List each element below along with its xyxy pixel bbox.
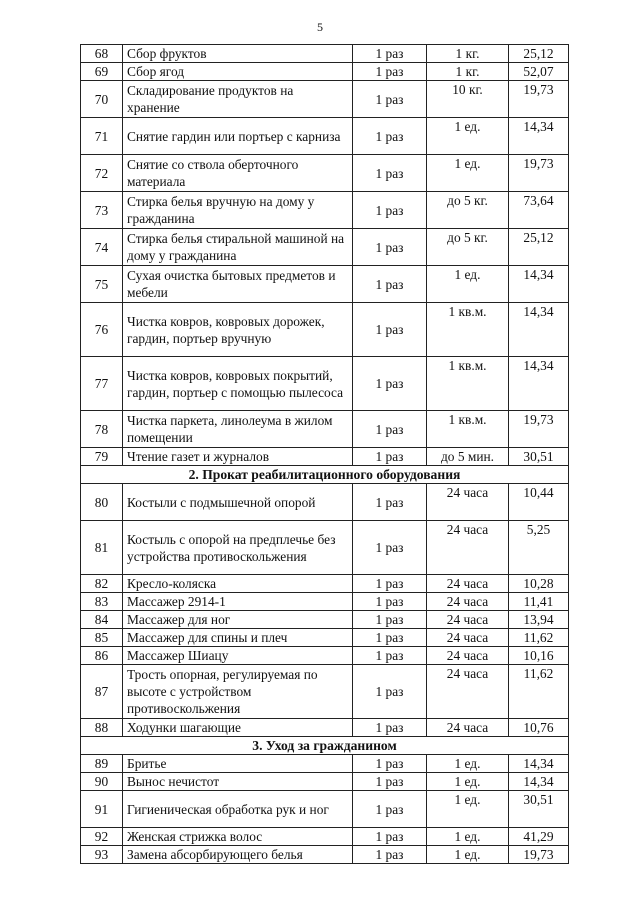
service-frequency: 1 раз (353, 647, 427, 665)
table-row (81, 719, 569, 737)
service-price: 14,34 (509, 755, 569, 773)
row-number: 82 (81, 575, 123, 593)
service-frequency: 1 раз (353, 192, 427, 229)
service-name: Стирка белья стиральной машиной на дому у гражданина (123, 229, 353, 266)
service-price: 41,29 (509, 828, 569, 846)
service-unit: 1 ед. (427, 118, 509, 155)
row-number: 74 (81, 229, 123, 266)
service-frequency: 1 раз (353, 791, 427, 828)
service-price: 73,64 (509, 192, 569, 229)
table-row (81, 846, 569, 864)
service-name: Массажер для ног (123, 611, 353, 629)
row-number: 83 (81, 593, 123, 611)
service-frequency: 1 раз (353, 63, 427, 81)
section-title: 3. Уход за гражданином (81, 737, 569, 755)
service-unit: 24 часа (427, 575, 509, 593)
table-row (81, 411, 569, 448)
service-price: 25,12 (509, 45, 569, 63)
service-name: Массажер для спины и плеч (123, 629, 353, 647)
table-row (81, 521, 569, 575)
service-unit: 1 ед. (427, 773, 509, 791)
service-unit: 24 часа (427, 665, 509, 719)
table-row (81, 229, 569, 266)
service-frequency: 1 раз (353, 846, 427, 864)
row-number: 80 (81, 484, 123, 521)
service-unit: 1 ед. (427, 755, 509, 773)
row-number: 78 (81, 411, 123, 448)
service-unit: 24 часа (427, 629, 509, 647)
table-row (81, 791, 569, 828)
service-unit: 24 часа (427, 611, 509, 629)
table-row (81, 448, 569, 466)
table-row (81, 155, 569, 192)
row-number: 91 (81, 791, 123, 828)
service-unit: 1 кг. (427, 63, 509, 81)
row-number: 84 (81, 611, 123, 629)
service-name: Сухая очистка бытовых предметов и мебели (123, 266, 353, 303)
service-frequency: 1 раз (353, 593, 427, 611)
table-row (81, 773, 569, 791)
table-row (81, 45, 569, 63)
service-price: 19,73 (509, 155, 569, 192)
row-number: 68 (81, 45, 123, 63)
row-number: 89 (81, 755, 123, 773)
service-frequency: 1 раз (353, 521, 427, 575)
row-number: 70 (81, 81, 123, 118)
table-row (81, 63, 569, 81)
service-name: Вынос нечистот (123, 773, 353, 791)
service-unit: до 5 кг. (427, 192, 509, 229)
service-name: Складирование продуктов на хранение (123, 81, 353, 118)
service-name: Костыль с опорой на предплечье без устройства противоскольжения (123, 521, 353, 575)
service-frequency: 1 раз (353, 411, 427, 448)
service-unit: 10 кг. (427, 81, 509, 118)
row-number: 72 (81, 155, 123, 192)
service-unit: 1 кг. (427, 45, 509, 63)
service-price: 52,07 (509, 63, 569, 81)
table-body (81, 45, 569, 864)
service-unit: 24 часа (427, 521, 509, 575)
row-number: 92 (81, 828, 123, 846)
service-frequency: 1 раз (353, 629, 427, 647)
service-price: 10,28 (509, 575, 569, 593)
service-price: 11,62 (509, 665, 569, 719)
service-frequency: 1 раз (353, 828, 427, 846)
service-price: 14,34 (509, 303, 569, 357)
service-price: 25,12 (509, 229, 569, 266)
service-unit: 24 часа (427, 593, 509, 611)
service-frequency: 1 раз (353, 118, 427, 155)
table-row (81, 611, 569, 629)
table-row (81, 629, 569, 647)
row-number: 69 (81, 63, 123, 81)
table-row (81, 192, 569, 229)
service-price: 11,41 (509, 593, 569, 611)
service-price: 14,34 (509, 118, 569, 155)
service-name: Чистка ковров, ковровых дорожек, гардин, портьер вручную (123, 303, 353, 357)
service-name: Бритье (123, 755, 353, 773)
row-number: 93 (81, 846, 123, 864)
table-row (81, 665, 569, 719)
service-name: Чистка паркета, линолеума в жилом помещении (123, 411, 353, 448)
table-row (81, 357, 569, 411)
service-frequency: 1 раз (353, 448, 427, 466)
service-unit: 24 часа (427, 719, 509, 737)
service-frequency: 1 раз (353, 484, 427, 521)
service-unit: 1 ед. (427, 846, 509, 864)
service-frequency: 1 раз (353, 665, 427, 719)
section-header-row (81, 466, 569, 484)
row-number: 71 (81, 118, 123, 155)
service-price: 10,16 (509, 647, 569, 665)
service-unit: 24 часа (427, 484, 509, 521)
row-number: 76 (81, 303, 123, 357)
service-price: 30,51 (509, 448, 569, 466)
service-price: 11,62 (509, 629, 569, 647)
row-number: 77 (81, 357, 123, 411)
row-number: 79 (81, 448, 123, 466)
section-title: 2. Прокат реабилитационного оборудования (81, 466, 569, 484)
service-name: Гигиеническая обработка рук и ног (123, 791, 353, 828)
service-frequency: 1 раз (353, 229, 427, 266)
service-name: Кресло-коляска (123, 575, 353, 593)
service-unit: 1 кв.м. (427, 303, 509, 357)
service-frequency: 1 раз (353, 755, 427, 773)
service-unit: 1 ед. (427, 266, 509, 303)
service-name: Чистка ковров, ковровых покрытий, гардин, портьер с помощью пылесоса (123, 357, 353, 411)
service-frequency: 1 раз (353, 357, 427, 411)
service-unit: 1 кв.м. (427, 411, 509, 448)
row-number: 81 (81, 521, 123, 575)
service-frequency: 1 раз (353, 81, 427, 118)
service-price: 19,73 (509, 411, 569, 448)
service-frequency: 1 раз (353, 719, 427, 737)
service-frequency: 1 раз (353, 303, 427, 357)
service-name: Снятие гардин или портьер с карниза (123, 118, 353, 155)
row-number: 90 (81, 773, 123, 791)
service-price: 19,73 (509, 846, 569, 864)
service-price: 13,94 (509, 611, 569, 629)
row-number: 85 (81, 629, 123, 647)
service-name: Ходунки шагающие (123, 719, 353, 737)
service-unit: до 5 кг. (427, 229, 509, 266)
table-row (81, 303, 569, 357)
table-row (81, 575, 569, 593)
service-unit: 1 ед. (427, 791, 509, 828)
table-row (81, 118, 569, 155)
service-frequency: 1 раз (353, 575, 427, 593)
table-row (81, 647, 569, 665)
service-frequency: 1 раз (353, 155, 427, 192)
service-price: 14,34 (509, 773, 569, 791)
service-unit: до 5 мин. (427, 448, 509, 466)
section-header-row (81, 737, 569, 755)
services-price-table (80, 44, 569, 864)
service-unit: 24 часа (427, 647, 509, 665)
service-name: Стирка белья вручную на дому у гражданина (123, 192, 353, 229)
service-name: Сбор фруктов (123, 45, 353, 63)
service-frequency: 1 раз (353, 773, 427, 791)
service-unit: 1 ед. (427, 828, 509, 846)
service-name: Чтение газет и журналов (123, 448, 353, 466)
table-row (81, 266, 569, 303)
table-row (81, 828, 569, 846)
service-price: 10,44 (509, 484, 569, 521)
page-number: 5 (317, 20, 323, 34)
service-name: Женская стрижка волос (123, 828, 353, 846)
row-number: 88 (81, 719, 123, 737)
table-row (81, 484, 569, 521)
service-price: 5,25 (509, 521, 569, 575)
service-frequency: 1 раз (353, 266, 427, 303)
service-unit: 1 кв.м. (427, 357, 509, 411)
service-unit: 1 ед. (427, 155, 509, 192)
service-frequency: 1 раз (353, 611, 427, 629)
service-name: Массажер Шиацу (123, 647, 353, 665)
row-number: 86 (81, 647, 123, 665)
row-number: 73 (81, 192, 123, 229)
service-name: Сбор ягод (123, 63, 353, 81)
service-price: 30,51 (509, 791, 569, 828)
service-name: Снятие со ствола оберточного материала (123, 155, 353, 192)
service-name: Костыли с подмышечной опорой (123, 484, 353, 521)
service-name: Замена абсорбирующего белья (123, 846, 353, 864)
table-row (81, 593, 569, 611)
service-price: 14,34 (509, 266, 569, 303)
table-row (81, 755, 569, 773)
row-number: 87 (81, 665, 123, 719)
table-row (81, 81, 569, 118)
service-frequency: 1 раз (353, 45, 427, 63)
row-number: 75 (81, 266, 123, 303)
service-price: 10,76 (509, 719, 569, 737)
service-price: 19,73 (509, 81, 569, 118)
service-price: 14,34 (509, 357, 569, 411)
service-name: Трость опорная, регулируемая по высоте с устройством противоскольжения (123, 665, 353, 719)
service-name: Массажер 2914-1 (123, 593, 353, 611)
